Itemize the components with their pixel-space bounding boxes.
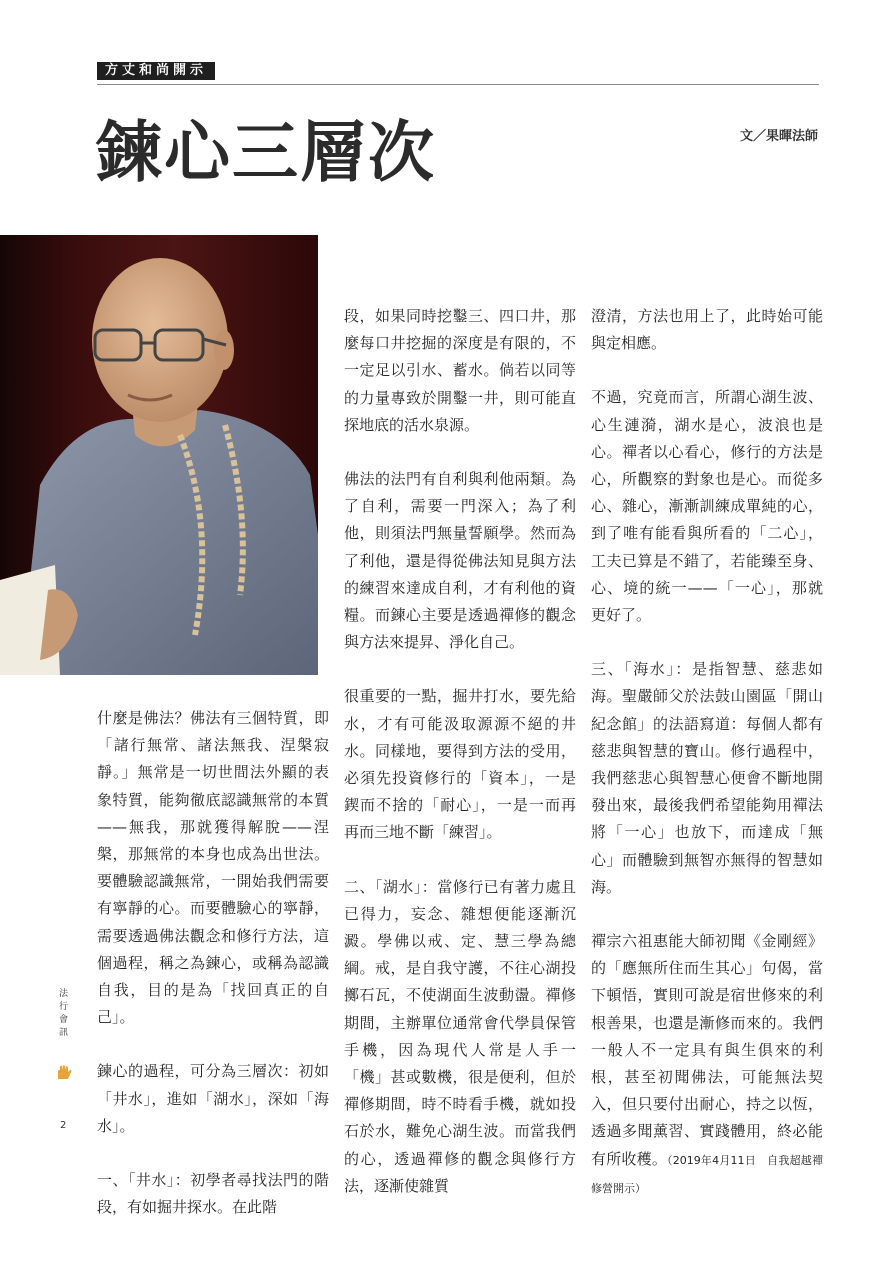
paragraph: 鍊心的過程，可分為三層次：初如「井水」，進如「湖水」，深如「海水」。 [97,1062,329,1135]
paragraph [591,928,823,1202]
portrait-photo [0,235,318,675]
paragraph: 二、「湖水」：當修行已有著力處且已得力，妄念、雜想便能逐漸沉澱。學佛以戒、定、慧三學為總綱。戒，是自我守護，不往心湖投擲石瓦，不使湖面生波動盪。禪修期間，主辦單位通常會代學員保管手機，因為現代人常是人手一「機」甚或數機，很是便利，但於禪修期間，時不時看手機，就如投石於水，難免心湖生波。而當我們的心，透過禪修的觀念與修行方法，逐漸使雜質 [344,877,576,1195]
author-byline: 文／果暉法師 [739,129,818,144]
article-title: 鍊心三層次 [96,113,436,191]
portrait-illustration [0,235,318,675]
section-label: 方丈和尚開示 [97,62,215,80]
paragraph: 很重要的一點，掘井打水，要先給水，才有可能汲取源源不絕的井水。同樣地，要得到方法的受用，必須先投資修行的「資本」，一是鍥而不捨的「耐心」，一是一而再再而三地不斷「練習」。 [344,687,576,842]
paragraph: 澄清，方法也用上了，此時始可能與定相應。 [591,307,823,353]
paragraph: 段，如果同時挖鑿三、四口井，那麼每口井挖掘的深度是有限的，不一定足以引水、蓄水。倘若以同等的力量專致於開鑿一井，則可能直探地底的活水泉源。 [344,307,576,434]
page-number: 2 [60,1120,67,1131]
paragraph-text: 禪宗六祖惠能大師初聞《金剛經》的「應無所住而生其心」句偈，當下頓悟，實則可說是宿世修來的利根善果，也還是漸修而來的。我們一般人不一定具有與生俱來的利根，甚至初聞佛法，可能無法契入，但只要付出耐心，持之以恆，透過多聞薰習、實踐體用，終必能有所收穫。 [591,932,823,1168]
magazine-name: 法行會訊 [57,988,67,1040]
text-column-2 [344,303,576,1227]
lotus-hand-icon [55,1064,73,1082]
text-column-3 [591,303,823,1229]
text-column-1 [97,705,329,1248]
date-note: （2019年4月11日 自我超越禪修營開示） [591,1153,823,1195]
paragraph: 一、「井水」：初學者尋找法門的階段，有如掘井探水。在此階 [97,1171,329,1217]
paragraph: 什麼是佛法？佛法有三個特質，即「諸行無常、諸法無我、涅槃寂靜。」無常是一切世間法外顯的表象特質，能夠徹底認識無常的本質——無我，那就獲得解脫——涅槃，那無常的本身也成為出世法。要體驗認識無常，一開始我們需要有寧靜的心。而要體驗心的寧靜，需要透過佛法觀念和修行方法，這個過程，稱之為鍊心，或稱為認識自我，目的是為「找回真正的自己」。 [97,709,329,1027]
paragraph: 不過，究竟而言，所謂心湖生波、心生漣漪，湖水是心，波浪也是心。禪者以心看心，修行的方法是心，所觀察的對象也是心。而從多心、雜心，漸漸訓練成單純的心，到了唯有能看與所看的「二心」，工夫已算是不錯了，若能臻至身、心、境的統一——「一心」，那就更好了。 [591,388,823,625]
paragraph: 三、「海水」：是指智慧、慈悲如海。聖嚴師父於法鼓山園區「開山紀念館」的法語寫道：每個人都有慈悲與智慧的寶山。修行過程中，我們慈悲心與智慧心便會不斷地開發出來，最後我們希望能夠用禪法將「一心」也放下，而達成「無心」而體驗到無智亦無得的智慧如海。 [591,660,823,896]
top-rule [97,84,819,85]
paragraph: 佛法的法門有自利與利他兩類。為了自利，需要一門深入；為了利他，則須法門無量誓願學。然而為了利他，還是得從佛法知見與方法的練習來達成自利，才有利他的資糧。而鍊心主要是透過禪修的觀念與方法來提昇、淨化自己。 [344,470,576,652]
